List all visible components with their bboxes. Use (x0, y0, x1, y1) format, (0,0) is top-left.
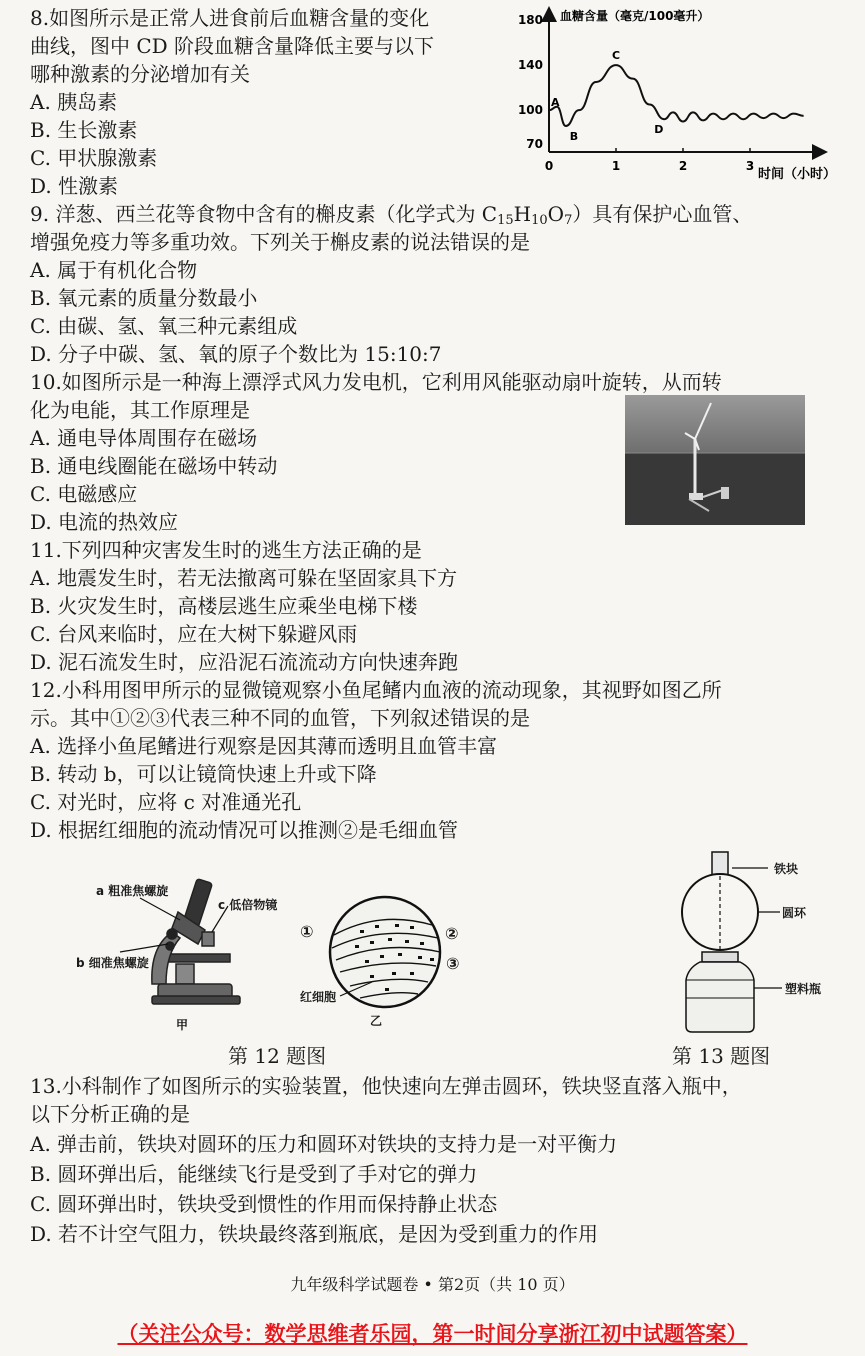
fig13-caption: 第 13 题图 (672, 1044, 771, 1068)
fig13-label-ring: 圆环 (782, 906, 807, 920)
q11-option-a: A. 地震发生时，若无法撤离可躲在坚固家具下方 (30, 566, 458, 590)
y-tick-label: 70 (526, 137, 543, 151)
q8-stem-line-1: 8.如图所示是正常人进食前后血糖含量的变化 (30, 6, 430, 30)
q12-stem-line-2: 示。其中①②③代表三种不同的血管，下列叙述错误的是 (30, 706, 530, 730)
y-tick-label: 100 (517, 103, 543, 118)
q13-stem-line-1: 13.小科制作了如图所示的实验装置，他快速向左弹击圆环，铁块竖直落入瓶中， (30, 1074, 742, 1098)
q11-option-b: B. 火灾发生时，高楼层逃生应乘坐电梯下楼 (30, 594, 418, 618)
x-tick-label: 2 (678, 159, 688, 173)
q9-line1-post: ）具有保护心血管、 (572, 202, 753, 226)
q13-stem-line-2: 以下分析正确的是 (30, 1102, 190, 1126)
fig12-label-b: b 细准焦螺旋 (76, 956, 149, 970)
q11-option-d: D. 泥石流发生时，应沿泥石流流动方向快速奔跑 (30, 650, 459, 674)
q10-option-b: B. 通电线圈能在磁场中转动 (30, 454, 278, 478)
chart-xlabel: 时间（小时） (758, 167, 837, 182)
fig12-label-yi: 乙 (370, 1014, 383, 1028)
q11-option-c: C. 台风来临时，应在大树下躲避风雨 (30, 622, 358, 646)
point-label-c: C (612, 49, 621, 63)
q12-stem-line-1: 12.小科用图甲所示的显微镜观察小鱼尾鳍内血液的流动现象，其视野如图乙所 (30, 678, 722, 702)
q13-option-a: A. 弹击前，铁块对圆环的压力和圆环对铁块的支持力是一对平衡力 (30, 1132, 618, 1156)
chart-ylabel: 血糖含量（毫克/100毫升） (560, 9, 710, 23)
fig12-caption: 第 12 题图 (228, 1044, 327, 1068)
q9-sub-o: 7 (564, 213, 573, 228)
q9-option-c: C. 由碳、氢、氧三种元素组成 (30, 314, 298, 338)
x-tick-label: 0 (544, 159, 554, 173)
y-tick-label: 140 (517, 58, 543, 73)
fig12-label-a: a 粗准焦螺旋 (96, 884, 169, 898)
q8-stem-line-2: 曲线，图中 CD 阶段血糖含量降低主要与以下 (30, 34, 435, 58)
fig12-label-vessel-3: ③ (446, 954, 460, 973)
q9-sub-c: 15 (497, 213, 514, 228)
q9-stem-line-2: 增强免疫力等多重功效。下列关于槲皮素的说法错误的是 (30, 230, 530, 254)
q9-option-d: D. 分子中碳、氢、氧的原子个数比为 15:10:7 (30, 342, 442, 366)
q13-option-d: D. 若不计空气阻力，铁块最终落到瓶底，是因为受到重力的作用 (30, 1222, 599, 1246)
q13-option-c: C. 圆环弹出时，铁块受到惯性的作用而保持静止状态 (30, 1192, 498, 1216)
wind-turbine-photo (625, 395, 805, 525)
chart-series-line (549, 65, 804, 126)
q9-o: O (547, 202, 565, 226)
point-label-a: A (551, 96, 560, 110)
q11-stem: 11.下列四种灾害发生时的逃生方法正确的是 (30, 538, 422, 562)
q10-option-c: C. 电磁感应 (30, 482, 138, 506)
q8-option-c: C. 甲状腺激素 (30, 146, 158, 170)
q12-option-a: A. 选择小鱼尾鳍进行观察是因其薄而透明且血管丰富 (30, 734, 498, 758)
ring-experiment-figure (670, 848, 840, 1038)
q13-option-b: B. 圆环弹出后，能继续飞行是受到了手对它的弹力 (30, 1162, 478, 1186)
q12-option-d: D. 根据红细胞的流动情况可以推测②是毛细血管 (30, 818, 459, 842)
y-tick-label: 180 (517, 13, 543, 27)
blood-sugar-chart (515, 2, 860, 192)
fig12-label-c: c 低倍物镜 (218, 898, 278, 912)
notice-text: （关注公众号：数学思维者乐园，第一时间分享浙江初中试题答案） (117, 1322, 748, 1346)
x-tick-label: 3 (745, 159, 755, 173)
fig13-label-bottle: 塑料瓶 (785, 982, 822, 996)
fig12-label-vessel-2: ② (445, 924, 459, 943)
fig13-label-iron: 铁块 (774, 862, 799, 876)
q10-option-d: D. 电流的热效应 (30, 510, 179, 534)
point-label-b: B (569, 129, 579, 143)
q12-option-b: B. 转动 b，可以让镜筒快速上升或下降 (30, 762, 377, 786)
point-label-d: D (654, 123, 664, 137)
q9-option-b: B. 氧元素的质量分数最小 (30, 286, 258, 310)
q9-h: H (513, 202, 532, 226)
q8-option-d: D. 性激素 (30, 174, 119, 198)
q10-option-a: A. 通电导体周围存在磁场 (30, 426, 258, 450)
q8-stem-line-3: 哪种激素的分泌增加有关 (30, 62, 250, 86)
fig12-label-vessel-1: ① (300, 922, 314, 941)
notice-banner (0, 1318, 865, 1348)
x-tick-label: 1 (611, 159, 621, 173)
q10-stem-line-2: 化为电能，其工作原理是 (30, 398, 250, 422)
page-footer: 九年级科学试题卷 • 第2页（共 10 页） (290, 1275, 575, 1294)
q8-option-a: A. 胰岛素 (30, 90, 118, 114)
q9-option-a: A. 属于有机化合物 (30, 258, 198, 282)
fig12-label-rbc: 红细胞 (300, 990, 337, 1004)
q9-line1-pre: 9. 洋葱、西兰花等食物中含有的槲皮素（化学式为 C (30, 202, 498, 226)
q12-option-c: C. 对光时，应将 c 对准通光孔 (30, 790, 302, 814)
q8-option-b: B. 生长激素 (30, 118, 138, 142)
q10-stem-line-1: 10.如图所示是一种海上漂浮式风力发电机，它利用风能驱动扇叶旋转，从而转 (30, 370, 722, 394)
q9-sub-h: 10 (531, 213, 548, 228)
fig12-label-jia: 甲 (176, 1018, 189, 1032)
